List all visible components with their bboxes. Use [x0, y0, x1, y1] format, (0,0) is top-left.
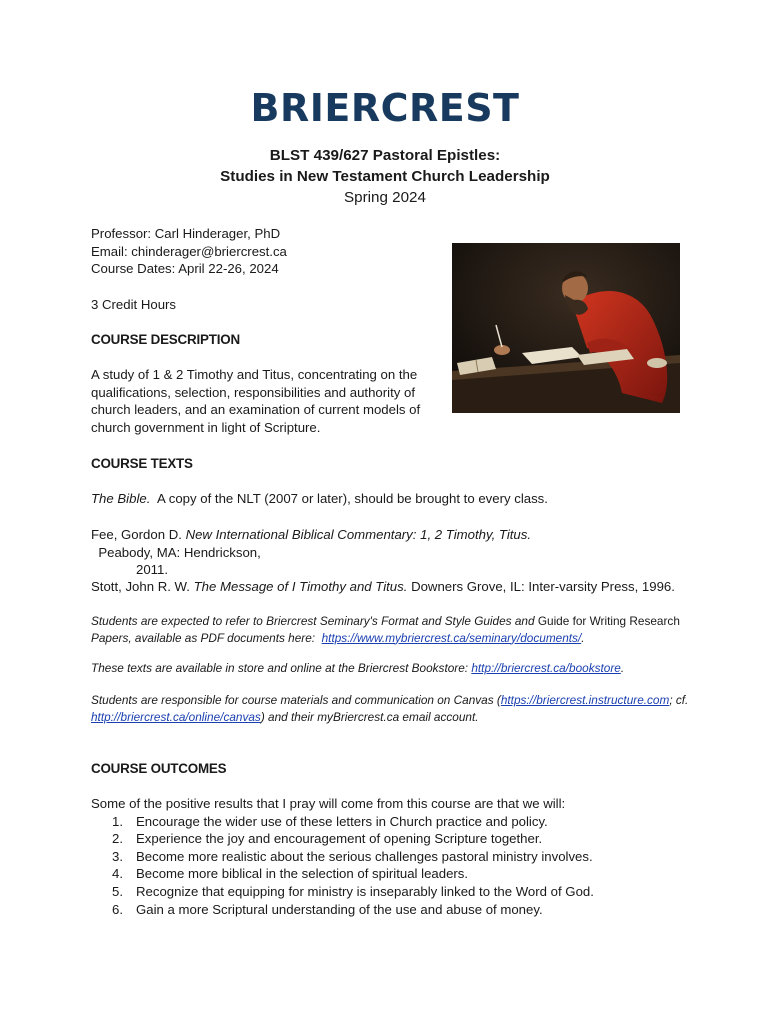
guides-text: Students are expected to refer to Briercrest Seminary's Format and Style Guides and: [91, 614, 538, 628]
description-line: A study of 1 & 2 Timothy and Titus, concentrating on the: [91, 367, 418, 382]
bookstore-text: These texts are available in store and online at the Briercrest Bookstore:: [91, 661, 472, 675]
bookstore-link[interactable]: http://briercrest.ca/bookstore: [471, 661, 621, 675]
fee-publisher: Peabody, MA: Hendrickson,: [91, 544, 261, 560]
list-text: Become more realistic about the serious challenges pastoral ministry involves.: [136, 848, 593, 864]
painting-image: [452, 243, 680, 413]
bible-title: The Bible.: [91, 491, 151, 506]
guides-available: Papers, available as PDF documents here:: [91, 630, 322, 645]
description-line: church government in light of Scripture.: [91, 419, 321, 435]
list-text: Become more biblical in the selection of spiritual leaders.: [136, 866, 469, 882]
dates-line: Course Dates: April 22-26, 2024: [91, 261, 279, 277]
stott-author: Stott, John R. W.: [91, 579, 194, 594]
briercrest-logo: BRIERCREST: [250, 86, 520, 130]
fee-year: 2011.: [136, 562, 169, 578]
list-text: Encourage the wider use of these letters in Church practice and policy.: [136, 813, 548, 829]
list-number: 3.: [112, 848, 123, 864]
stott-title: The Message of I Timothy and Titus.: [193, 579, 408, 594]
description-heading: COURSE DESCRIPTION: [91, 332, 240, 347]
list-item: [91, 830, 691, 848]
outcomes-list: [91, 813, 691, 919]
texts-heading: COURSE TEXTS: [91, 456, 193, 471]
list-item: [91, 813, 691, 831]
stott-publisher: Downers Grove, IL: Inter-varsity Press, 1996.: [407, 579, 675, 594]
list-number: 2.: [112, 831, 123, 847]
outcomes-section: [91, 795, 691, 918]
list-number: 1.: [112, 813, 123, 829]
outcomes-intro: Some of the positive results that I pray will come from this course are that we will:: [91, 796, 566, 811]
list-text: Gain a more Scriptural understanding of the use and abuse of money.: [136, 901, 543, 917]
list-item: [91, 901, 691, 919]
guides-period: .: [581, 630, 585, 645]
seminary-documents-link[interactable]: https://www.mybriercrest.ca/seminary/documents/: [321, 630, 582, 645]
note-bookstore: [91, 660, 691, 677]
list-item: [91, 848, 691, 866]
list-text: Recognize that equipping for ministry is inseparably linked to the Word of God.: [136, 883, 594, 899]
course-info: [91, 225, 441, 278]
email-line: Email: chinderager@briercrest.ca: [91, 243, 287, 259]
fee-title: New International Biblical Commentary: 1, 2 Timothy, Titus.: [185, 527, 532, 542]
bible-note: A copy of the NLT (2007 or later), should be brought to every class.: [150, 491, 548, 506]
bookstore-period: .: [620, 661, 625, 675]
course-subtitle: Studies in New Testament Church Leadership: [220, 168, 550, 185]
course-term: Spring 2024: [344, 189, 426, 206]
description-text: [91, 366, 441, 436]
guides-title: Guide for Writing Research: [537, 614, 680, 628]
canvas-account: ) and their myBriercrest.ca email account.: [260, 709, 479, 724]
credit-hours: 3 Credit Hours: [91, 297, 177, 312]
canvas-instructure-link[interactable]: https://briercrest.instructure.com: [500, 693, 670, 707]
description-line: qualifications, selection, responsibilities and authority of: [91, 384, 416, 400]
list-number: 6.: [112, 901, 123, 917]
title-block: [0, 145, 770, 208]
canvas-text: Students are responsible for course materials and communication on Canvas (: [91, 693, 501, 707]
painting-saint-paul-writing: [452, 243, 680, 413]
list-item: [91, 865, 691, 883]
canvas-info-link[interactable]: http://briercrest.ca/online/canvas: [91, 709, 261, 724]
list-number: 5.: [112, 883, 123, 899]
note-canvas: [91, 692, 691, 725]
canvas-cf: ; cf.: [669, 693, 689, 707]
text-stott: [91, 578, 691, 596]
professor-line: Professor: Carl Hinderager, PhD: [91, 226, 281, 241]
outcomes-heading: COURSE OUTCOMES: [91, 761, 227, 776]
text-bible: [91, 490, 691, 508]
note-style-guides: [91, 613, 691, 646]
text-fee: [91, 526, 691, 579]
list-number: 4.: [112, 866, 123, 882]
description-line: church leaders, and an examination of current models of: [91, 402, 421, 418]
list-item: [91, 883, 691, 901]
course-title: BLST 439/627 Pastoral Epistles:: [269, 147, 501, 164]
list-text: Experience the joy and encouragement of opening Scripture together.: [136, 831, 543, 847]
fee-author: Fee, Gordon D.: [91, 527, 186, 542]
